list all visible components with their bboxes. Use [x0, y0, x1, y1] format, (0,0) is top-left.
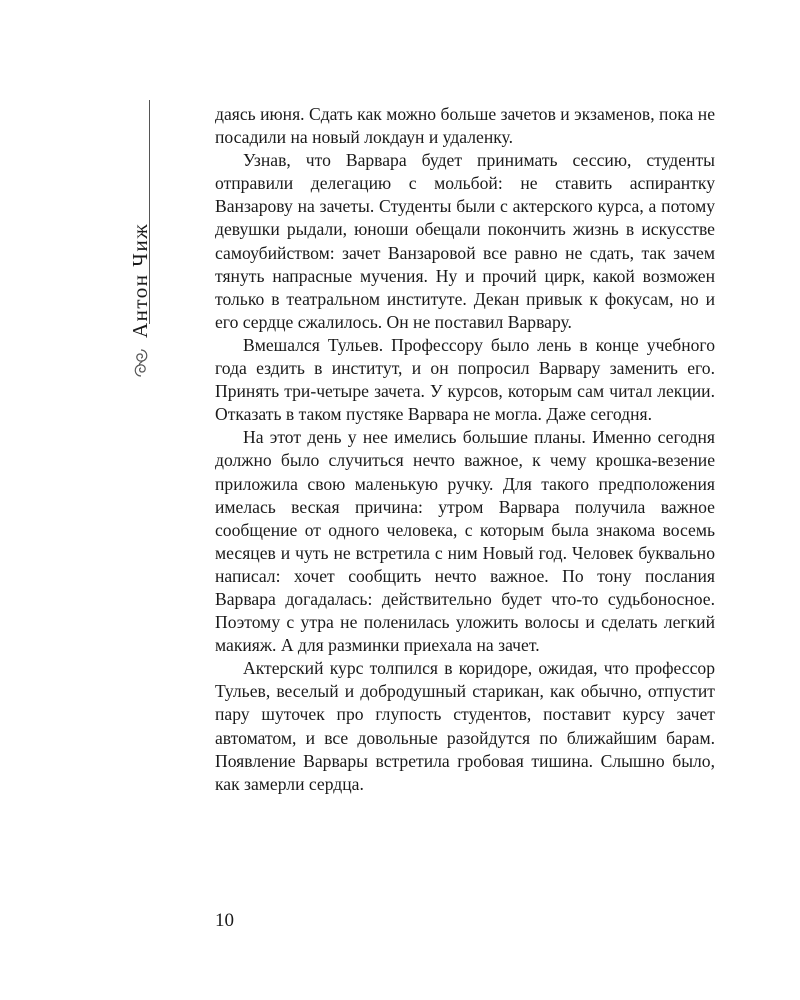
page-number: 10 — [215, 910, 234, 931]
swirl-ornament-icon — [130, 346, 152, 380]
paragraph: Узнав, что Варвара будет принимать сессию, студенты отправили делегацию с мольбой: не ставить аспирантку Ванзарову на зачеты. Студенты были с актерского курса, а потому девушки рыдали, юноши обещали покончить жизнь в искусстве самоубийством: зачет Ванзаровой все равно не сдать, так зачем тянуть напрасные мучения. Ну и прочий цирк, какой возможен только в театральном институте. Декан привык к фокусам, но и его сердце сжалилось. Он не поставил Варвару. — [215, 150, 715, 332]
paragraph: даясь июня. Сдать как можно больше зачетов и экзаменов, пока не посадили на новый локдаун и удаленку. — [215, 104, 715, 148]
paragraph: Вмешался Тульев. Профессору было лень в конце учебного года ездить в институт, и он попросил Варвару заменить его. Принять три-четыре зачета. У курсов, которым сам читал лекции. Отказать в таком пустяке Варвара не могла. Даже сегодня. — [215, 334, 715, 425]
running-head — [128, 223, 153, 380]
running-head-author: Антон Чиж — [128, 222, 152, 338]
body-text — [215, 103, 715, 796]
paragraph: Актерский курс толпился в коридоре, ожидая, что профессор Тульев, веселый и добродушный старикан, как обычно, отпустит пару шуточек про глупость студентов, поставит курсу зачет автоматом, и все довольные разойдутся по ближайшим барам. Появление Варвары встретила гробовая тишина. Слышно было, как замерли сердца. — [215, 658, 715, 794]
paragraph: На этот день у нее имелись большие планы. Именно сегодня должно было случиться нечто важное, к чему крошка-везение приложила свою маленькую ручку. Для такого предположения имелась веская причина: утром Варвара получила важное сообщение от одного человека, с которым была знакома восемь месяцев и чуть не встретила с ним Новый год. Человек буквально написал: хочет сообщить нечто важное. По тону послания Варвара догадалась: действительно будет что-то судьбоносное. Поэтому с утра не поленилась уложить волосы и сделать легкий макияж. А для разминки приехала на зачет. — [215, 427, 715, 656]
